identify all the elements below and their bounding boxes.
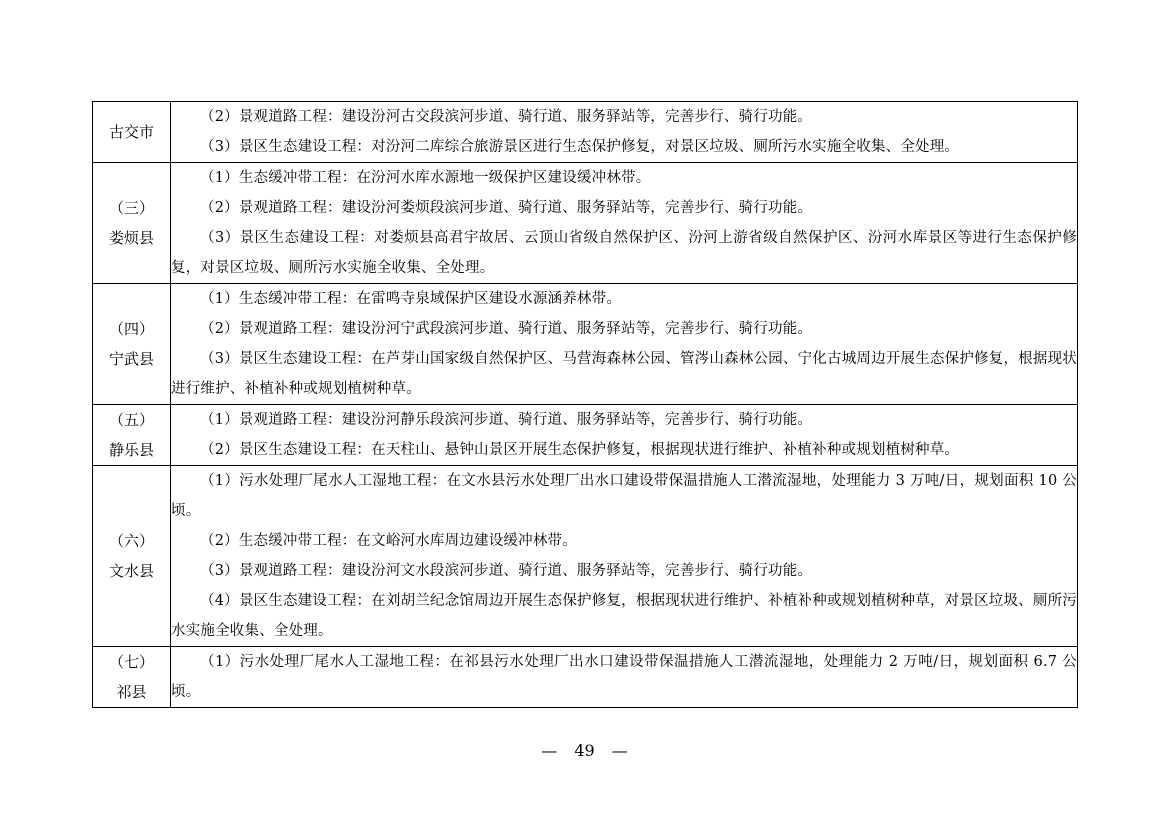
table-row [93,647,1078,708]
project-table-body [93,102,1078,708]
region-cell [93,163,171,284]
region-label: 祁县 [116,683,147,701]
table-row [93,466,1078,647]
region-label: 古交市 [108,123,154,141]
project-item: （1）生态缓冲带工程：在汾河水库水源地一级保护区建设缓冲林带。 [200,170,651,186]
table-row [93,163,1078,284]
project-item: （2）景观道路工程：建设汾河娄烦段滨河步道、骑行道、服务驿站等，完善步行、骑行功能。 [200,200,813,216]
page-footer [0,738,1169,764]
project-item: （1）生态缓冲带工程：在雷鸣寺泉域保护区建设水源涵养林带。 [200,291,622,307]
project-item: （2）生态缓冲带工程：在文峪河水库周边建设缓冲林带。 [200,533,577,549]
project-item: （3）景观道路工程：建设汾河文水段滨河步道、骑行道、服务驿站等，完善步行、骑行功能。 [200,563,813,579]
project-content-cell [171,102,1078,163]
region-cell [93,102,171,163]
project-item: （4）景区生态建设工程：在刘胡兰纪念馆周边开展生态保护修复，根据现状进行维护、补植补种或规划植树种草，对景区垃圾、厕所污水实施全收集、全处理。 [171,593,1077,639]
region-cell [93,647,171,708]
table-row [93,284,1078,405]
project-item: （2）景观道路工程：建设汾河宁武段滨河步道、骑行道、服务驿站等，完善步行、骑行功能。 [200,321,813,337]
project-item: （1）污水处理厂尾水人工湿地工程：在文水县污水处理厂出水口建设带保温措施人工潜流湿地，处理能力 3 万吨/日，规划面积 10 公顷。 [171,473,1077,519]
region-label: （三） [108,199,154,217]
region-cell [93,466,171,647]
project-table [92,101,1078,708]
project-content-cell [171,284,1078,405]
footer-dash-right: — [611,741,628,760]
project-content-cell [171,405,1078,466]
region-label: 宁武县 [108,350,154,368]
project-item: （3）景区生态建设工程：对汾河二库综合旅游景区进行生态保护修复，对景区垃圾、厕所污水实施全收集、全处理。 [200,139,960,155]
region-label: （五） [108,411,154,429]
project-item: （2）景观道路工程：建设汾河古交段滨河步道、骑行道、服务驿站等，完善步行、骑行功能。 [200,109,813,125]
region-label: （七） [108,653,154,671]
project-item: （3）景区生态建设工程：在芦芽山国家级自然保护区、马营海森林公园、管涔山森林公园、宁化古城周边开展生态保护修复，根据现状进行维护、补植补种或规划植树种草。 [171,351,1077,397]
table-row [93,102,1078,163]
project-item: （1）景观道路工程：建设汾河静乐段滨河步道、骑行道、服务驿站等，完善步行、骑行功能。 [200,412,813,428]
region-label: （六） [108,532,154,550]
region-label: 文水县 [108,562,154,580]
project-content-cell [171,466,1078,647]
region-label: （四） [108,320,154,338]
table-row [93,405,1078,466]
project-content-cell [171,647,1078,708]
region-label: 静乐县 [108,441,154,459]
project-content-cell [171,163,1078,284]
project-item: （3）景区生态建设工程：对娄烦县高君宇故居、云顶山省级自然保护区、汾河上游省级自然保护区、汾河水库景区等进行生态保护修复，对景区垃圾、厕所污水实施全收集、全处理。 [171,230,1077,276]
footer-dash-left: — [541,741,558,760]
project-item: （1）污水处理厂尾水人工湿地工程：在祁县污水处理厂出水口建设带保温措施人工潜流湿地，处理能力 2 万吨/日，规划面积 6.7 公顷。 [171,654,1077,700]
region-label: 娄烦县 [108,229,154,247]
project-item: （2）景区生态建设工程：在天柱山、悬钟山景区开展生态保护修复，根据现状进行维护、补植补种或规划植树种草。 [200,442,960,458]
page-number: 49 [574,741,595,760]
region-cell [93,405,171,466]
region-cell [93,284,171,405]
